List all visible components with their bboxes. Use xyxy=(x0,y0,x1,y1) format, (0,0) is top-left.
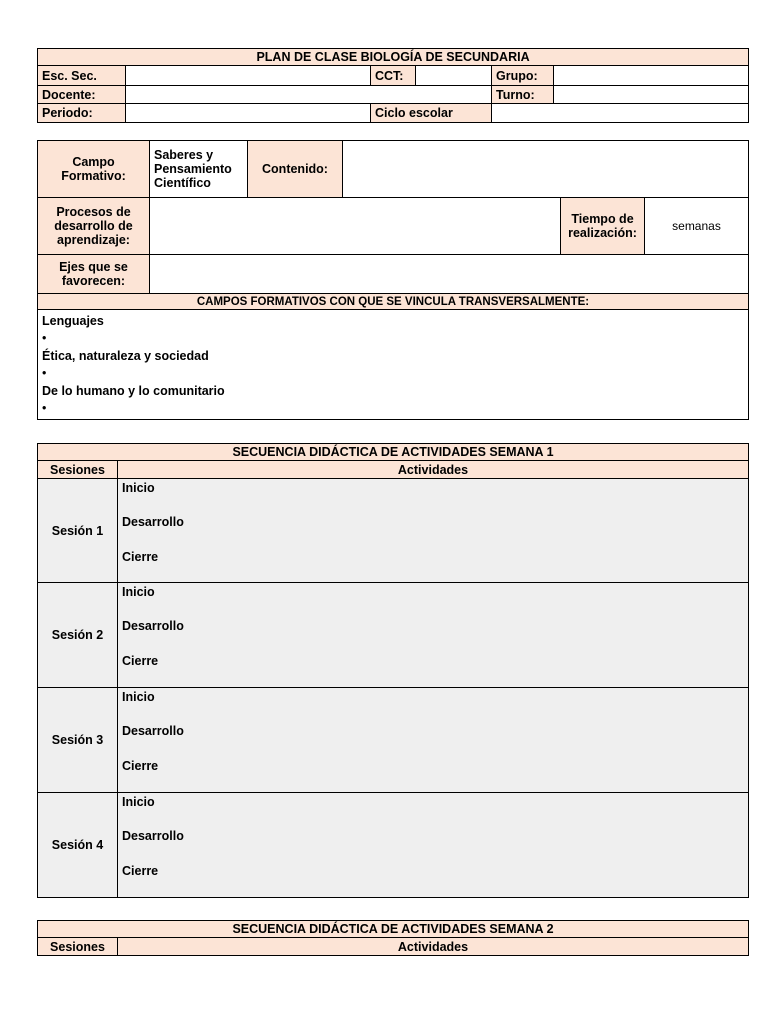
esc-sec-label: Esc. Sec. xyxy=(38,66,126,86)
esc-sec-field[interactable] xyxy=(126,66,371,86)
session-1-label: Sesión 1 xyxy=(38,479,118,583)
session-2-activities[interactable] xyxy=(118,583,749,688)
week1-col-actividades: Actividades xyxy=(118,461,749,479)
ciclo-field[interactable] xyxy=(492,104,749,123)
campo-formativo-value: Saberes y Pensamiento Científico xyxy=(150,141,248,198)
week1-table xyxy=(37,443,749,898)
session-1-desarrollo: Desarrollo xyxy=(122,515,184,529)
campo-humano: De lo humano y lo comunitario xyxy=(42,384,225,398)
tiempo-label: Tiempo de realización: xyxy=(561,198,645,255)
session-2-inicio: Inicio xyxy=(122,585,155,599)
week2-title: SECUENCIA DIDÁCTICA DE ACTIVIDADES SEMANA 2 xyxy=(38,921,749,938)
plan-title: PLAN DE CLASE BIOLOGÍA DE SECUNDARIA xyxy=(38,49,749,66)
week1-title: SECUENCIA DIDÁCTICA DE ACTIVIDADES SEMANA 1 xyxy=(38,444,749,461)
week2-col-actividades: Actividades xyxy=(118,938,749,956)
session-1-cierre: Cierre xyxy=(122,550,159,564)
campo-etica: Ética, naturaleza y sociedad xyxy=(42,349,209,363)
session-1-activities[interactable] xyxy=(118,479,749,583)
turno-field[interactable] xyxy=(554,86,749,104)
periodo-field[interactable] xyxy=(126,104,371,123)
contenido-label: Contenido: xyxy=(248,141,343,198)
session-3-label: Sesión 3 xyxy=(38,688,118,793)
semanas-value: semanas xyxy=(645,198,749,255)
campo-lenguajes: Lenguajes xyxy=(42,314,104,328)
session-2-cierre: Cierre xyxy=(122,654,159,668)
ejes-field[interactable] xyxy=(150,255,749,294)
week2-table xyxy=(37,920,749,956)
contenido-field[interactable] xyxy=(343,141,749,198)
turno-label: Turno: xyxy=(492,86,554,104)
bullet-etica[interactable]: • xyxy=(42,366,47,380)
session-3-cierre: Cierre xyxy=(122,759,159,773)
session-2-desarrollo: Desarrollo xyxy=(122,619,184,633)
campos-transversales-header: CAMPOS FORMATIVOS CON QUE SE VINCULA TRANSVERSALMENTE: xyxy=(38,294,749,310)
cct-label: CCT: xyxy=(371,66,416,86)
campos-list xyxy=(38,310,749,420)
session-3-desarrollo: Desarrollo xyxy=(122,724,184,738)
bullet-lenguajes[interactable]: • xyxy=(42,331,47,345)
ejes-label: Ejes que se favorecen: xyxy=(38,255,150,294)
bullet-humano[interactable]: • xyxy=(42,401,47,415)
procesos-field[interactable] xyxy=(150,198,561,255)
grupo-label: Grupo: xyxy=(492,66,554,86)
procesos-label: Procesos de desarrollo de aprendizaje: xyxy=(38,198,150,255)
campo-table xyxy=(37,140,749,420)
session-2-label: Sesión 2 xyxy=(38,583,118,688)
session-4-inicio: Inicio xyxy=(122,795,155,809)
ciclo-label: Ciclo escolar xyxy=(371,104,492,123)
session-4-cierre: Cierre xyxy=(122,864,159,878)
session-1-inicio: Inicio xyxy=(122,481,155,495)
docente-label: Docente: xyxy=(38,86,126,104)
docente-field[interactable] xyxy=(126,86,492,104)
session-4-label: Sesión 4 xyxy=(38,793,118,898)
header-table xyxy=(37,48,749,123)
grupo-field[interactable] xyxy=(554,66,749,86)
session-4-activities[interactable] xyxy=(118,793,749,898)
periodo-label: Periodo: xyxy=(38,104,126,123)
week1-col-sesiones: Sesiones xyxy=(38,461,118,479)
cct-field[interactable] xyxy=(416,66,492,86)
session-4-desarrollo: Desarrollo xyxy=(122,829,184,843)
session-3-inicio: Inicio xyxy=(122,690,155,704)
session-3-activities[interactable] xyxy=(118,688,749,793)
week2-col-sesiones: Sesiones xyxy=(38,938,118,956)
campo-formativo-label: Campo Formativo: xyxy=(38,141,150,198)
